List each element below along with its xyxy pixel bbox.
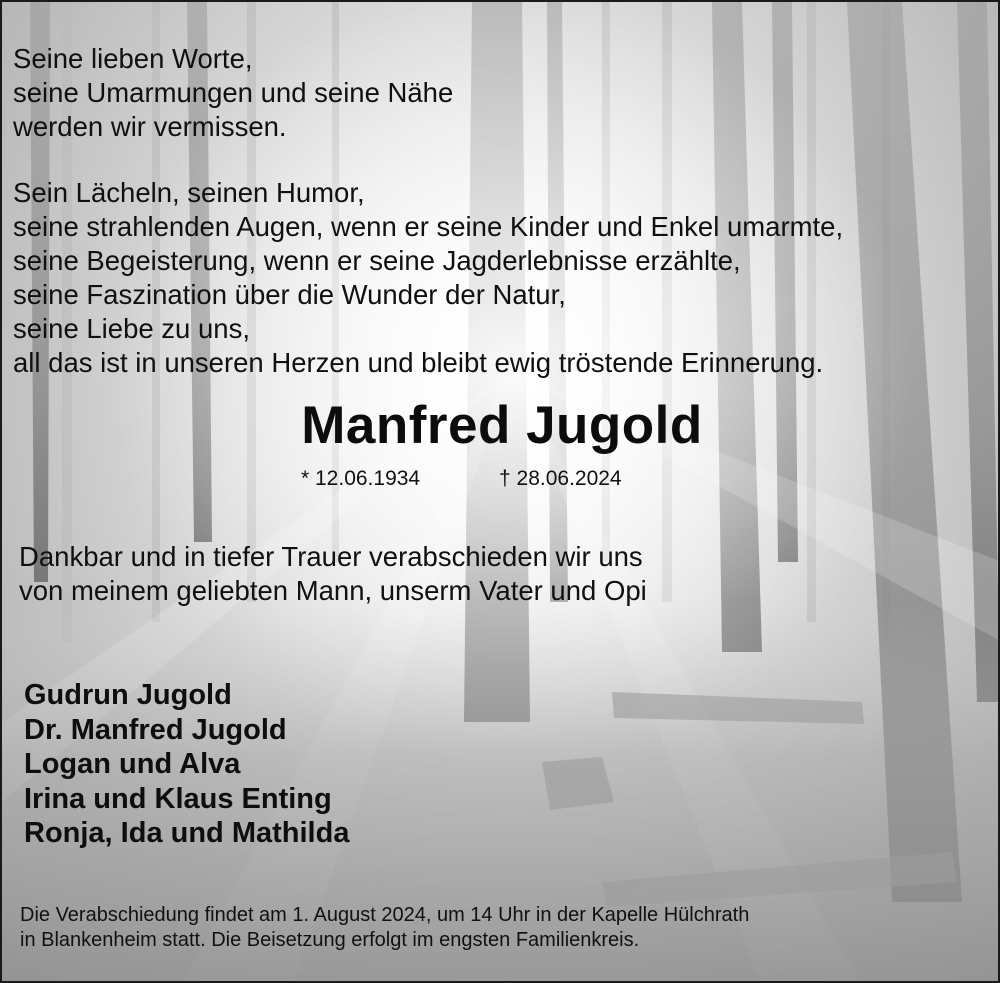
family-member: Ronja, Ida und Mathilda — [24, 817, 350, 849]
poem-main — [13, 176, 843, 380]
farewell-line: Dankbar und in tiefer Trauer verabschieden wir uns — [19, 541, 643, 572]
deceased-name: Manfred Jugold — [301, 396, 703, 455]
poem-line: seine Faszination über die Wunder der Natur, — [13, 279, 566, 310]
poem-line: Seine lieben Worte, — [13, 43, 253, 74]
farewell-line: von meinem geliebten Mann, unserm Vater und Opi — [19, 575, 647, 606]
poem-line: Sein Lächeln, seinen Humor, — [13, 177, 365, 208]
death-date: † 28.06.2024 — [499, 467, 622, 490]
poem-intro — [13, 42, 453, 144]
poem-line: seine strahlenden Augen, wenn er seine Kinder und Enkel umarmte, — [13, 211, 844, 242]
service-line: in Blankenheim statt. Die Beisetzung erfolgt im engsten Familienkreis. — [20, 928, 640, 951]
poem-line: werden wir vermissen. — [13, 111, 287, 142]
family-member: Dr. Manfred Jugold — [24, 713, 287, 746]
family-member: Logan und Alva — [24, 748, 241, 780]
family-member: Gudrun Jugold — [24, 679, 232, 711]
poem-line: all das ist in unseren Herzen und bleibt ewig tröstende Erinnerung. — [13, 347, 824, 378]
family-member: Irina und Klaus Enting — [24, 782, 332, 815]
poem-line: seine Umarmungen und seine Nähe — [13, 77, 454, 108]
service-line: Die Verabschiedung findet am 1. August 2024, um 14 Uhr in der Kapelle Hülchrath — [20, 904, 750, 926]
family-signatures — [24, 678, 349, 851]
farewell-text — [19, 540, 647, 608]
service-note — [20, 903, 749, 952]
poem-line: seine Liebe zu uns, — [13, 313, 250, 344]
birth-date: * 12.06.1934 — [301, 467, 421, 490]
poem-line: seine Begeisterung, wenn er seine Jagderlebnisse erzählte, — [13, 245, 741, 276]
